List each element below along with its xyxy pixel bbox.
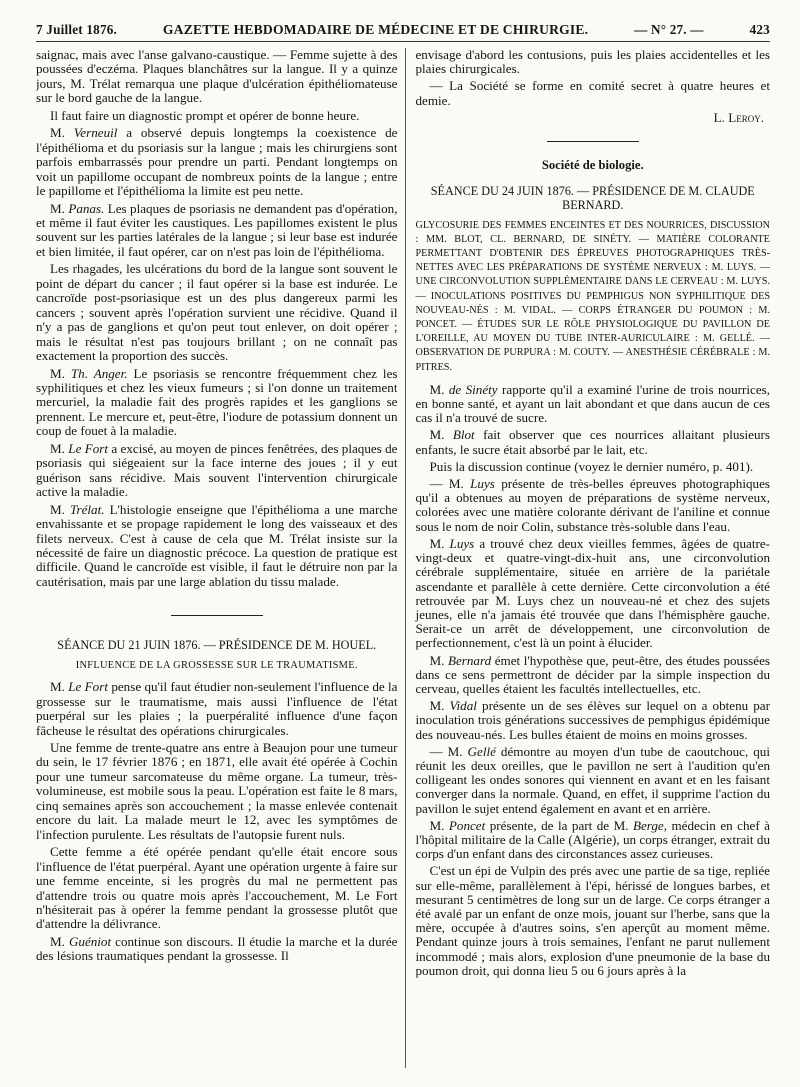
paragraph-text: Les plaques de psoriasis ne demandent pas d'opération, et même il faut éviter les caustiques. Les papillomes existent le plus souvent sur les parties latérales de la langue ; si leur base est indurée et bien limitée, il faut opérer, car on n'est pas loin de l'épithélioma. — [36, 200, 398, 259]
paragraph-text: Le psoriasis se rencontre fréquemment chez les syphilitiques et chez les vieux fumeurs ; si l'on donne un traitement mercuriel, la maladie fait des progrès rapides et les ganglions se prennent. Le mercure et, peut-être, l'iodure de potassium donnent un coup de fouet à la maladie. — [36, 365, 398, 439]
section-divider — [171, 615, 263, 616]
section-divider — [547, 141, 639, 142]
speaker-name: Berge — [632, 817, 664, 833]
paragraph: Il faut faire un diagnostic prompt et opérer de bonne heure. — [50, 107, 360, 123]
session-heading: SÉANCE DU 24 JUIN 1876. — PRÉSIDENCE DE M. CLAUDE BERNARD. — [430, 184, 755, 213]
running-header — [36, 22, 770, 42]
left-column — [36, 48, 405, 1068]
paragraph-text: émet l'hypothèse que, peut-être, des études poussées dans ce sens permettront de décider par la simple inspection du cerveau, quelles étaient les facultés intellectuelles, etc. — [415, 652, 770, 696]
paragraph-text: , médecin en chef à l'hôpital militaire de la Calle (Algérie), un corps étranger, extrait du corps d'un enfant dans des circonstances assez curieuses. — [415, 817, 770, 862]
header-number: — N° 27. — — [634, 22, 704, 37]
paragraph: M. Poncet présente, de la part de M. Berge, médecin en chef à l'hôpital militaire de la Calle (Algérie), un corps étranger, extrait du corps d'un enfant dans des circonstances assez curieuses. — [415, 817, 770, 862]
paragraph-text: L'histologie enseigne que l'épithélioma a une marche envahissante et se propage rapidement le long des vaisseaux et des filets nerveux. C'est à cause de cela que M. Trélat insiste sur la nécessité de faire un diagnostic précoce. La question de pratique est difficile. Quand le cancroïde est visible, il faut le détruire non par la cautérisation, mais par une large ablation du tissu malade. — [36, 501, 398, 589]
paragraph: M. Panas. Les plaques de psoriasis ne demandent pas d'opération, et même il faut éviter les caustiques. Les papillomes existent le plus souvent sur les parties latérales de la langue ; si leur base est indurée et bien limitée, il faut opérer, car on n'est pas loin de l'épithélioma. — [36, 200, 398, 259]
speaker-name: Le Fort — [68, 679, 108, 695]
speaker-name: Gellé — [467, 743, 496, 759]
speaker-name: Th. Anger. — [70, 365, 128, 381]
paragraph: M. Vidal présente un de ses élèves sur lequel on a obtenu par inoculation trois générations successives de pemphigus épidémique des nouveau-nés. Les bulles étaient de moins en moins grosses. — [415, 698, 770, 742]
paragraph: M. Bernard émet l'hypothèse que, peut-être, des études poussées dans ce sens permettront de décider par la simple inspection du cerveau, quelles étaient les facultés intellectuelles, etc. — [415, 652, 770, 696]
section-subheading: INFLUENCE DE LA GROSSESSE SUR LE TRAUMATISME. — [75, 659, 358, 671]
paragraph: M. Le Fort a excisé, au moyen de pinces fenêtrées, des plaques de psoriasis qui siégeaient sur la face interne des joues ; il y eut guérison sans récidive. Mais souvent l'intervention chirurgicale active la maladie. — [36, 440, 398, 500]
paragraph-text: présente, de la part de M. — [489, 817, 629, 833]
paragraph: — M. Luys présente de très-belles épreuves photographiques qu'il a obtenues au moyen de préparations de système nerveux, colorées avec une matière colorante dérivant de l'aniline et connue sous le nom de noir Colin, substance très-soluble dans l'eau. — [415, 476, 770, 534]
paragraph: M. Le Fort pense qu'il faut étudier non-seulement l'influence de la grossesse sur le traumatisme, mais aussi l'influence de l'état puerpéral sur les plaies ; la puerpéralité influence d'une façon fâcheuse le résultat des opérations chirurgicales. — [36, 679, 398, 738]
speaker-name: Blot — [452, 427, 475, 443]
speaker-name: Luys — [449, 535, 475, 551]
header-page-number: 423 — [749, 22, 770, 37]
paragraph-text: a trouvé chez deux vieilles femmes, âgées de quatre-vingt-deux et quatre-vingt-dix-huit ans, une circonvolution cérébrale supplémentaire, située en arrière de la pariétale ascendante et parallèle à cette dernière. Cette circonvolution a été retrouvée par M. Luys chez un nouveau-né et chez des sujets jeunes, elle n'a jamais été trouvée que dans l'hémisphère gauche. Serait-ce un arrêt de développement, une circonvolution de perfectionnement, c'est là un point à élucider. — [415, 535, 770, 651]
paragraph-text: pense qu'il faut étudier non-seulement l'influence de la grossesse sur le traumatisme, mais aussi l'influence de l'état puerpéral sur les plaies ; la puerpéralité influence d'une façon fâcheuse le résultat des opérations chirurgicales. — [36, 679, 398, 738]
paragraph: M. Verneuil a observé depuis longtemps la coexistence de l'épithélioma et du psoriasis sur la langue ; mais les chirurgiens sont parfois embarrassés pour prendre un parti. Pendant longtemps on voit un papillome occupant de nombreux points de la langue ; entre le papillome et l'épithélioma la limite est peu nette. — [36, 125, 398, 199]
paragraph: Cette femme a été opérée pendant qu'elle était encore sous l'influence de l'état puerpéral. Ayant une opération urgente à faire sur une femme enceinte, si les progrès du mal ne permettent pas d'attendre trois ou quatre mois après l'accouchement, M. Le Fort n'hésiterait pas à opérer la femme pendant la grossesse plutôt que d'attendre la délivrance. — [36, 844, 398, 932]
paragraph-text: continue son discours. Il étudie la marche et la durée des lésions traumatiques pendant la grossesse. Il — [36, 933, 398, 964]
paragraph: M. Luys a trouvé chez deux vieilles femmes, âgées de quatre-vingt-deux et quatre-vingt-dix-huit ans, une circonvolution cérébrale supplémentaire, située en arrière de la pariétale ascendante et parallèle à cette dernière. Cette circonvolution a été retrouvée par M. Luys chez un nouveau-né et chez des sujets jeunes, elle n'a jamais été trouvée que dans l'hémisphère gauche. Serait-ce un arrêt de développement, une circonvolution de perfectionnement, c'est là un point à élucider. — [415, 535, 770, 651]
signature: L. Leroy. — [713, 109, 764, 125]
columns — [36, 48, 770, 1068]
paragraph-text: fait observer que ces nourrices allaitant plusieurs enfants, le sucre était absorbé par le lait, etc. — [415, 427, 770, 457]
paragraph-text: a observé depuis longtemps la coexistence de l'épithélioma et du psoriasis sur la langue ; mais les chirurgiens sont parfois embarrassés pour prendre un parti. Pendant longtemps on voit un papillome occupant de nombreux points de la langue ; entre le papillome et l'épithélioma la limite est peu nette. — [36, 125, 398, 199]
paragraph: M. Blot fait observer que ces nourrices allaitant plusieurs enfants, le sucre était absorbé par le lait, etc. — [415, 427, 770, 457]
paragraph: saignac, mais avec l'anse galvano-caustique. — Femme sujette à des poussées d'eczéma. Plaques blanchâtres sur la langue. Il y a quinze jours, M. Trélat remarqua une plaque d'ulcération épithéliomateuse sur le bord gauche de la langue. — [36, 48, 398, 106]
paragraph: — M. Gellé démontre au moyen d'un tube de caoutchouc, qui réunit les deux oreilles, que le pavillon ne sert à l'audition qu'en colligeant les ondes sonores qui viennent en avant et en les faisant converger dans la normale. Quand, en effet, il supprime l'action du pavillon le sujet entend également en avant et en arrière. — [415, 743, 770, 816]
speaker-name: Poncet — [448, 817, 486, 833]
speaker-name: de Sinéty — [448, 381, 498, 397]
speaker-name: Trélat. — [69, 501, 105, 517]
society-heading: Société de biologie. — [541, 158, 644, 173]
paragraph-text: rapporte qu'il a examiné l'urine de trois nourrices, en bonne santé, et ayant un lait abondant et que dans aucun de ces cas il n'a trouvé de sucre. — [415, 381, 770, 426]
session-heading: SÉANCE DU 21 JUIN 1876. — PRÉSIDENCE DE M. HOUEL. — [57, 638, 377, 653]
speaker-name: Vidal — [449, 698, 477, 714]
paragraph-text: présente un de ses élèves sur lequel on a obtenu par inoculation trois générations successives de pemphigus épidémique des nouveau-nés. Les bulles étaient de moins en moins grosses. — [415, 698, 770, 742]
paragraph: envisage d'abord les contusions, puis les plaies accidentelles et les plaies chirurgicales. — [415, 48, 770, 77]
paragraph: M. Trélat. L'histologie enseigne que l'épithélioma a une marche envahissante et se propage rapidement le long des vaisseaux et des filets nerveux. C'est à cause de cela que M. Trélat insiste sur la nécessité de faire un diagnostic précoce. La question de pratique est difficile. Quand le cancroïde est visible, il faut le détruire non par la cautérisation, mais par une large ablation du tissu malade. — [36, 501, 398, 589]
header-date: 7 Juillet 1876. — [36, 22, 118, 37]
paragraph: Une femme de trente-quatre ans entre à Beaujon pour une tumeur du sein, le 17 février 1876 ; en 1871, elle avait été opérée à Cochin pour une tumeur sarcomateuse du même organe. La tumeur, très-volumineuse, est mobile sous la peau. L'opération est faite le 8 mars, cinq semaines après son accouchement ; la masse enlevée contenait encore du lait. La malade meurt le 12, avec les symptômes de l'infection purulente. Les résultats de l'autopsie furent nuls. — [36, 740, 398, 842]
paragraph-text: présente de très-belles épreuves photographiques qu'il a obtenues au moyen de préparations de système nerveux, colorées avec une matière colorante dérivant de l'aniline et connue sous le nom de noir Colin, substance très-soluble dans l'eau. — [415, 476, 770, 534]
paragraph: — La Société se forme en comité secret à quatre heures et demie. — [415, 78, 770, 108]
speaker-name: Guéniot — [68, 933, 112, 949]
speaker-name: Panas. — [68, 200, 105, 216]
speaker-name: Le Fort — [68, 440, 109, 456]
paragraph-text: a excisé, au moyen de pinces fenêtrées, des plaques de psoriasis qui siégeaient sur la face interne des joues ; il y eut guérison sans récidive. Mais souvent l'intervention chirurgicale active la maladie. — [36, 440, 398, 500]
paragraph: M. Th. Anger. Le psoriasis se rencontre fréquemment chez les syphilitiques et chez les vieux fumeurs ; si l'on donne un traitement mercuriel, la maladie fait des progrès rapides et les ganglions se prennent. Le mercure et, peut-être, l'iodure de potassium donnent un coup de fouet à la maladie. — [36, 365, 398, 439]
speaker-name: Luys — [470, 476, 495, 492]
paragraph-text: démontre au moyen d'un tube de caoutchouc, qui réunit les deux oreilles, que le pavillon ne sert à l'audition qu'en colligeant les ondes sonores qui viennent en avant et en les faisant converger dans la normale. Quand, en effet, il supprime l'action du pavillon le sujet entend également en avant et en arrière. — [415, 743, 770, 816]
paragraph: M. de Sinéty rapporte qu'il a examiné l'urine de trois nourrices, en bonne santé, et ayant un lait abondant et que dans aucun de ces cas il n'a trouvé de sucre. — [415, 381, 770, 426]
session-summary: GLYCOSURIE DES FEMMES ENCEINTES ET DES NOURRICES, DISCUSSION : MM. BLOT, CL. BERNARD, DE SINÉTY. — MATIÈRE COLORANTE PERMETTANT D'OBTENIR DES ÉPREUVES PHOTOGRAPHIQUES TRÈS-NETTES AVEC LES PRÉPARATIONS DE SYSTÈME NERVEUX : M. LUYS. — UNE CIRCONVOLUTION SUPPLÉMENTAIRE DANS LE CERVEAU : M. LUYS. — INOCULATIONS POSITIVES DU PEMPHIGUS NON SYPHILITIQUE DES NOUVEAU-NÉS : M. VIDAL. — CORPS ÉTRANGER DU POUMON : M. PONCET. — ÉTUDES SUR LE RÔLE PHYSIOLOGIQUE DU PAVILLON DE L'OREILLE, AU MOYEN DU TUBE INTER-AURICULAIRE : M. GELLÉ. — OBSERVATION DE PURPURA : M. COUTY. — ANESTHÉSIE CÉRÉBRALE : M. PITRES. — [415, 219, 770, 373]
paragraph: C'est un épi de Vulpin des prés avec une partie de sa tige, repliée sur elle-même, parallèlement à l'épi, hérissé de longues barbes, et mesurant 5 centimètres de long sur un de large. Ce corps étranger a été avalé par un enfant de onze mois, jouant sur l'herbe, sans que la mère, occupée à d'autres soins, s'en aperçût au moment même. Pendant quinze jours à trois semaines, l'enfant ne parut nullement incommodé ; mais alors, explosion d'une pneumonie de la base du poumon droit, qui donna lieu 5 ou 6 jours après à la — [415, 863, 770, 978]
paragraph: Les rhagades, les ulcérations du bord de la langue sont souvent le point de départ du cancer ; il faut opérer si la base est indurée. Le cancroïde post-psoriasique est un des plus dangereux parmi les cancers ; souvent après l'opération survient une récidive. Quand il n'y a pas de ganglions et qu'on peut tout enlever, on doit opérer ; mais le résultat n'est pas toujours brillant ; on ne connaît pas exactement la proportion des succès. — [36, 261, 398, 364]
paragraph: M. Guéniot continue son discours. Il étudie la marche et la durée des lésions traumatiques pendant la grossesse. Il — [36, 933, 398, 964]
speaker-name: Verneuil — [73, 125, 118, 141]
header-title: GAZETTE HEBDOMADAIRE DE MÉDECINE ET DE CHIRURGIE. — [162, 22, 589, 37]
right-column — [405, 48, 771, 1068]
paragraph: Puis la discussion continue (voyez le dernier numéro, p. 401). — [429, 458, 754, 474]
speaker-name: Bernard — [447, 652, 492, 668]
